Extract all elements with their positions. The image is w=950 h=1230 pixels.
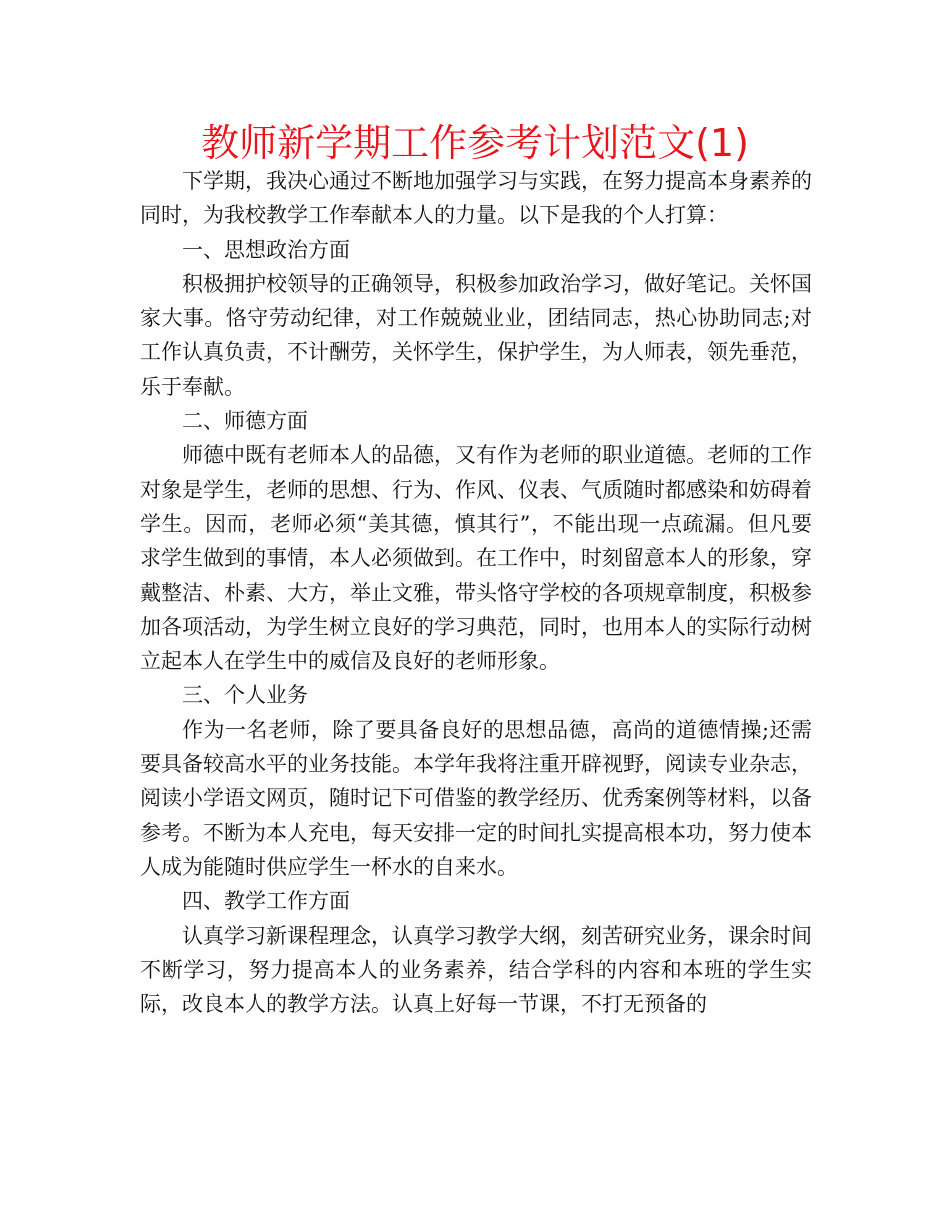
section-heading-professional: 三、个人业务 — [182, 683, 308, 708]
document-title: 教师新学期工作参考计划范文(1) — [201, 121, 749, 165]
section-heading-politics: 一、思想政治方面 — [182, 237, 350, 262]
section-text-ethics: 师德中既有老师本人的品德，又有作为老师的职业道德。老师的工作对象是学生，老师的思想、行为、作风、仪表、气质随时都感染和妨碍着学生。因而，老师必须“美其德，慎其行”，不能出现一点疏漏。但凡要求学生做到的事情，本人必须做到。在工作中，时刻留意本人的形象，穿戴整洁、朴素、大方，举止文雅，带头恪守学校的各项规章制度，积极参加各项活动，为学生树立良好的学习典范，同时，也用本人的实际行动树立起本人在学生中的威信及良好的老师形象。 — [140, 443, 812, 674]
section-text-politics: 积极拥护校领导的正确领导，积极参加政治学习，做好笔记。关怀国家大事。恪守劳动纪律，对工作兢兢业业，团结同志，热心协助同志;对工作认真负责，不计酬劳，关怀学生，保护学生，为人师表，领先垂范，乐于奉献。 — [140, 271, 812, 399]
document-body — [140, 164, 812, 1021]
section-text-professional: 作为一名老师，除了要具备良好的思想品德，高尚的道德情操;还需要具备较高水平的业务技能。本学年我将注重开辟视野，阅读专业杂志，阅读小学语文网页，随时记下可借鉴的教学经历、优秀案例等材料，以备参考。不断为本人充电，每天安排一定的时间扎实提高根本功，努力使本人成为能随时供应学生一杯水的自来水。 — [140, 717, 812, 879]
section-text-teaching: 认真学习新课程理念，认真学习教学大纲，刻苦研究业务，课余时间不断学习，努力提高本人的业务素养，结合学科的内容和本班的学生实际，改良本人的教学方法。认真上好每一节课，不打无预备的 — [140, 923, 812, 1017]
section-heading-teaching: 四、教学工作方面 — [182, 889, 350, 914]
intro-paragraph: 下学期，我决心通过不断地加强学习与实践，在努力提高本身素养的同时，为我校教学工作奉献本人的力量。以下是我的个人打算： — [140, 169, 812, 228]
section-heading-ethics: 二、师德方面 — [182, 409, 308, 434]
